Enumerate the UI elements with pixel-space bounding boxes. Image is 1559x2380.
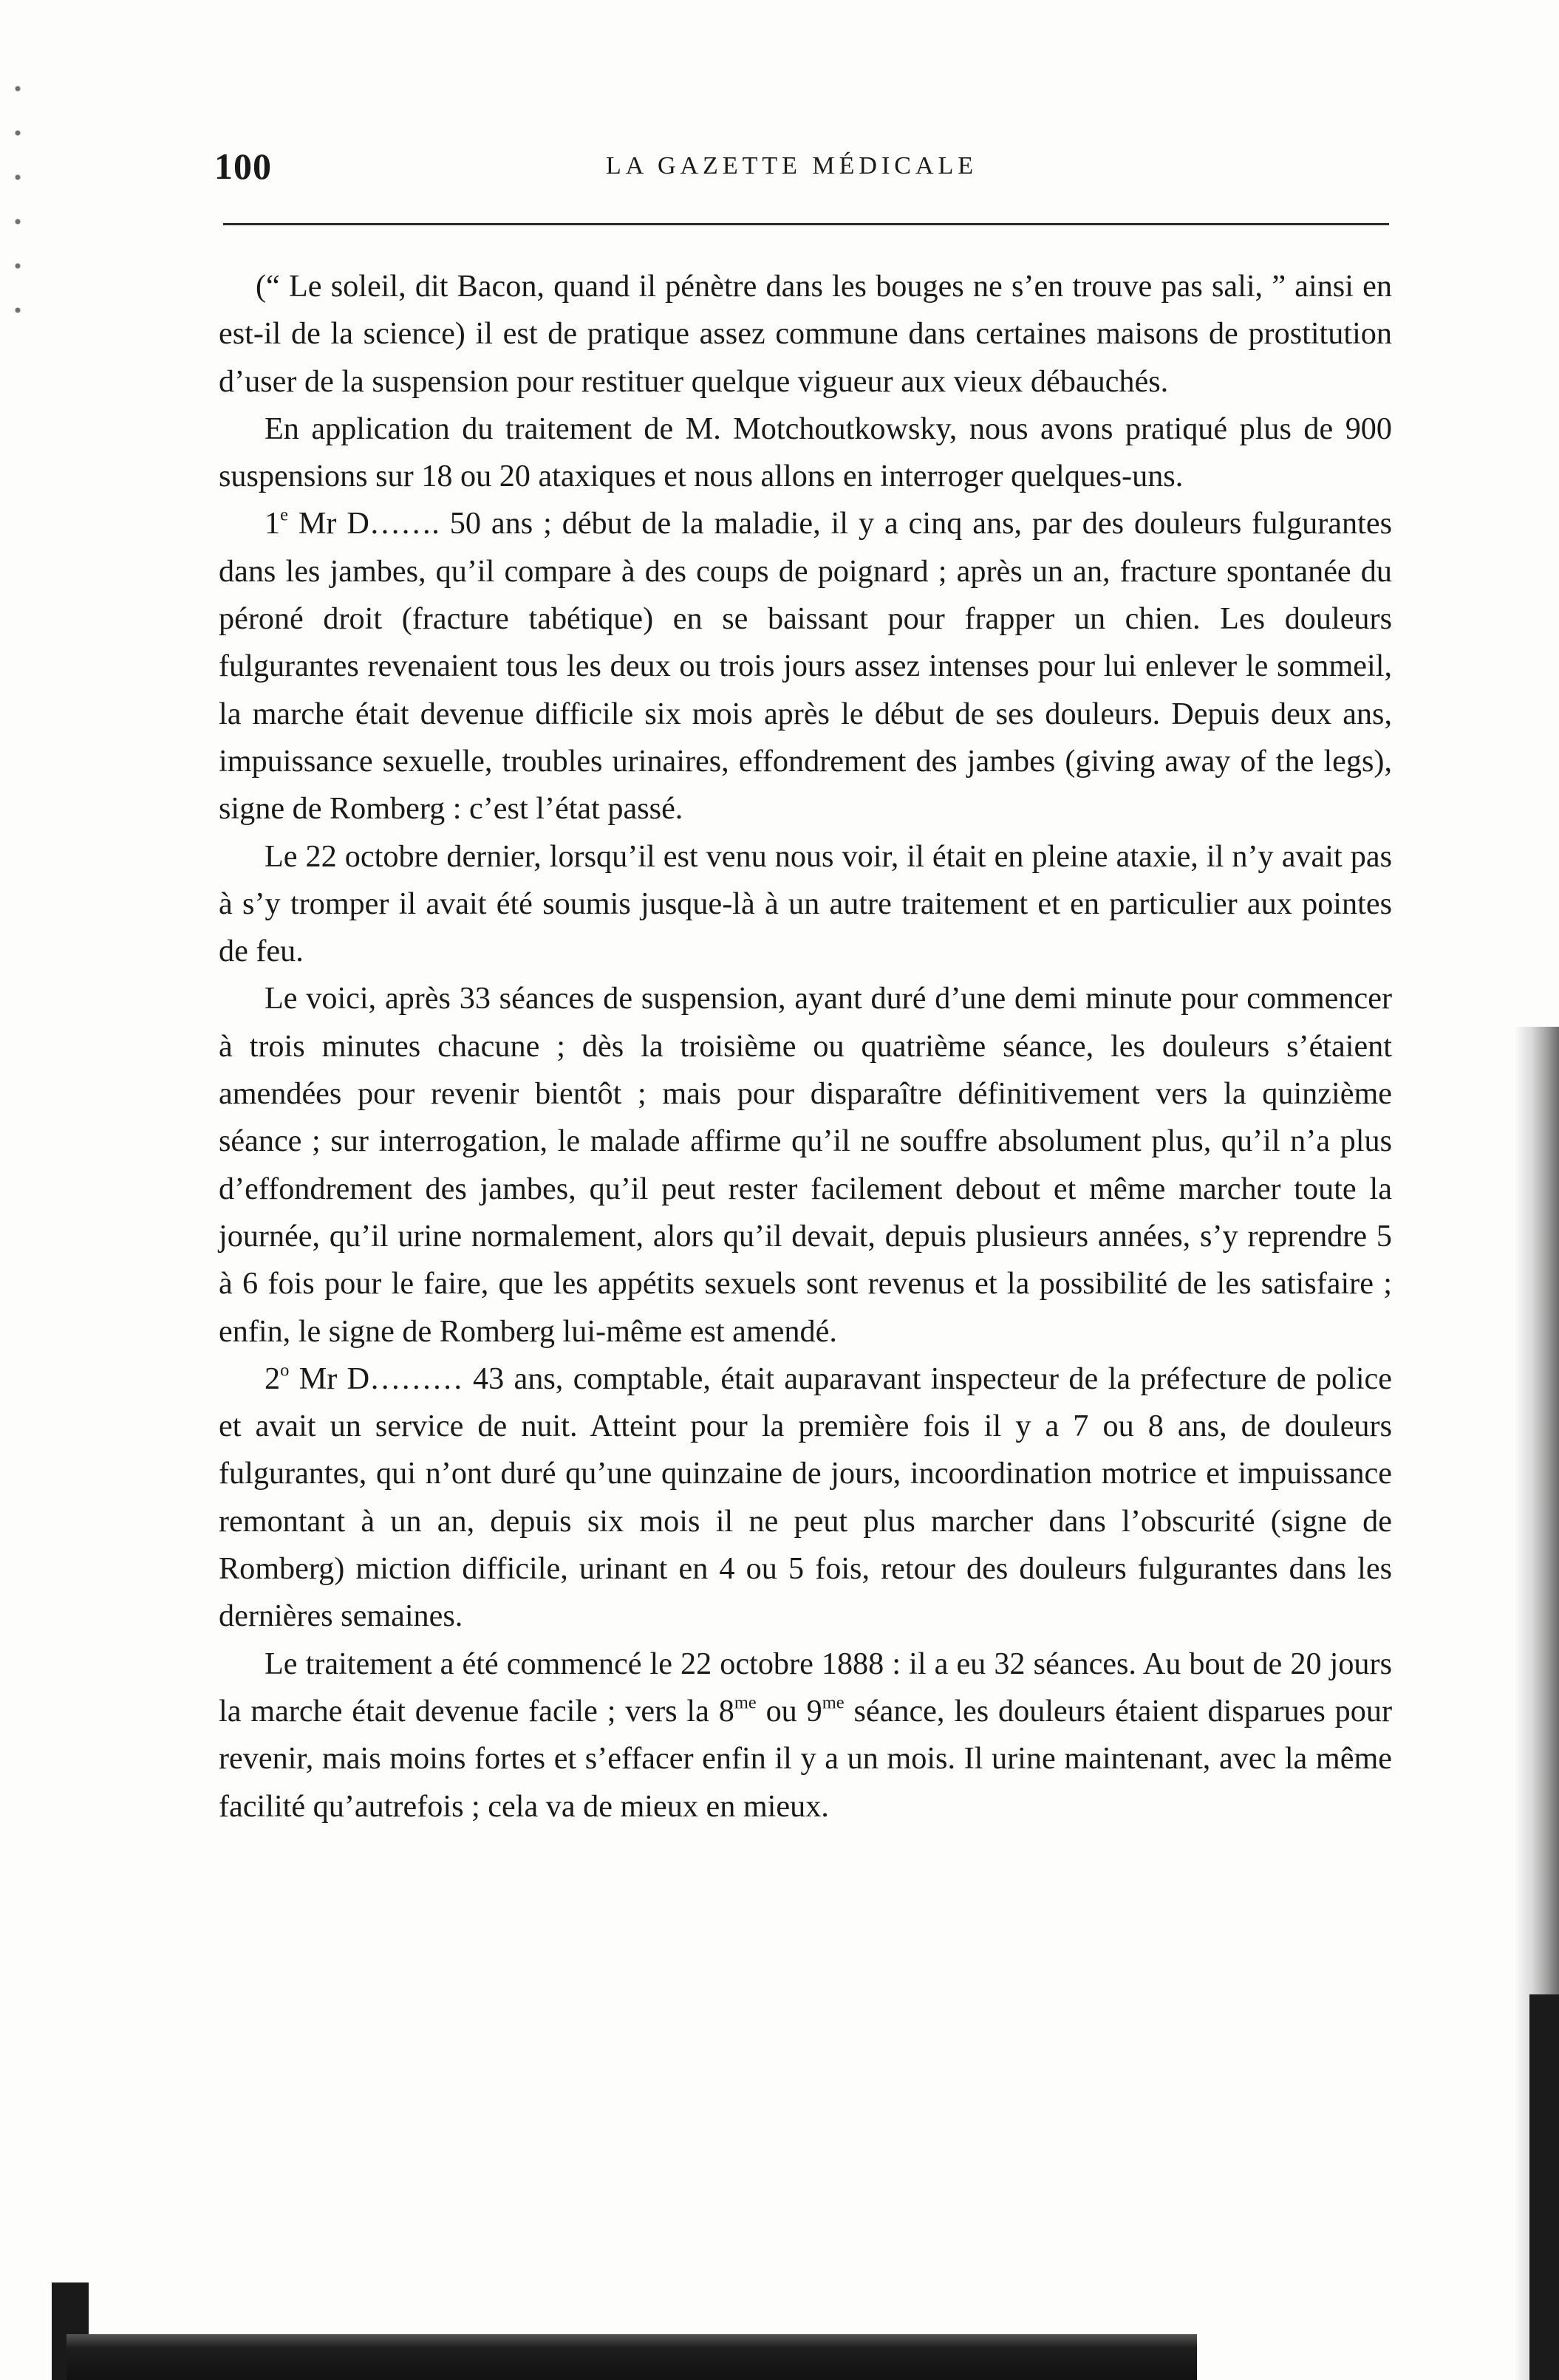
- ordinal-suffix-8: me: [734, 1692, 757, 1713]
- header-rule: [223, 223, 1389, 225]
- paragraph-case-1: [219, 500, 1392, 832]
- case-2-text: Mr D……… 43 ans, comptable, était auparavant inspecteur de la préfecture de police et avait un service de nuit. Atteint pour la première fois il y a 7 ou 8 ans, de douleurs fulgurantes, qui n’ont duré qu’une quinzaine de jours, incoordination motrice et impuissance remontant à un an, depuis six mois il ne peut plus marcher dans l’obscurité (signe de Romberg) miction difficile, urinant en 4 ou 5 fois, retour des douleurs fulgurantes dans les dernières semaines.: [219, 1361, 1392, 1634]
- scan-bottom-edge: [66, 2334, 1197, 2380]
- paragraph-case-1-result: Le voici, après 33 séances de suspension, ayant duré d’une demi minute pour commencer à trois minutes chacune ; dès la troisième ou quatrième séance, les douleurs s’étaient amendées pour revenir bientôt ; mais pour disparaître définitivement vers la quinzième séance ; sur interrogation, le malade affirme qu’il ne souffre absolument plus, qu’il n’a plus d’effondrement des jambes, qu’il peut rester facilement debout et même marcher toute la journée, qu’il urine normalement, alors qu’il devait, depuis plusieurs années, s’y reprendre 5 à 6 fois pour le faire, que les appétits sexuels sont revenus et la possibilité de les satisfaire ; enfin, le signe de Romberg lui-même est amendé.: [219, 981, 1392, 1349]
- case-2-number: 2: [265, 1361, 281, 1396]
- paragraph-intro: (“ Le soleil, dit Bacon, quand il pénètre dans les bouges ne s’en trouve pas sali, ” ainsi en est-il de la science) il est de pratique assez commune dans certaines maisons de prostitution d’user de la suspension pour restituer quelque vigueur aux vieux débauchés.: [219, 269, 1392, 399]
- scan-margin-marks: [13, 66, 22, 332]
- paragraph-application: En application du traitement de M. Motchoutkowsky, nous avons pratiqué plus de 900 suspensions sur 18 ou 20 ataxiques et nous allons en interroger quelques-uns.: [219, 411, 1392, 494]
- case-2-ordinal-suffix: o: [280, 1360, 290, 1381]
- treatment-text-3: séance, les douleurs étaient disparues pour revenir, mais moins fortes et s’effacer enfin il y a un mois. Il urine maintenant, avec la même facilité qu’autrefois ; cela va de mieux en mieux.: [219, 1693, 1392, 1824]
- case-1-number: 1: [265, 506, 281, 541]
- article-body: [219, 263, 1392, 1830]
- page-number: 100: [214, 146, 272, 187]
- paragraph-case-1-visit: Le 22 octobre dernier, lorsqu’il est venu nous voir, il était en pleine ataxie, il n’y avait pas à s’y tromper il avait été soumis jusque-là à un autre traitement et en particulier aux pointes de feu.: [219, 838, 1392, 969]
- running-head: [214, 145, 1389, 196]
- paragraph-case-2-treatment: [219, 1641, 1392, 1830]
- treatment-text-2: ou 9: [756, 1693, 822, 1728]
- paragraph-case-2: [219, 1355, 1392, 1641]
- case-1-text: Mr D……. 50 ans ; début de la maladie, il y a cinq ans, par des douleurs fulgurantes dans les jambes, qu’il compare à des coups de poignard ; après un an, fracture spontanée du péroné droit (fracture tabétique) en se baissant pour frapper un chien. Les douleurs fulgurantes revenaient tous les deux ou trois jours assez intenses pour lui enlever le sommeil, la marche était devenue difficile six mois après le début de ses douleurs. Depuis deux ans, impuissance sexuelle, troubles urinaires, effondrement des jambes (giving away of the legs), signe de Romberg : c’est l’état passé.: [219, 506, 1392, 827]
- ordinal-suffix-9: me: [822, 1692, 845, 1713]
- journal-title: LA GAZETTE MÉDICALE: [606, 152, 978, 179]
- case-1-ordinal-suffix: e: [280, 505, 288, 525]
- scan-right-edge-dark: [1529, 1994, 1559, 2380]
- treatment-text-1: Le traitement a été commencé le 22 octobre 1888 : il a eu 32 séances. Au bout de 20 jours la marche était devenue facile ; vers la 8: [219, 1646, 1392, 1728]
